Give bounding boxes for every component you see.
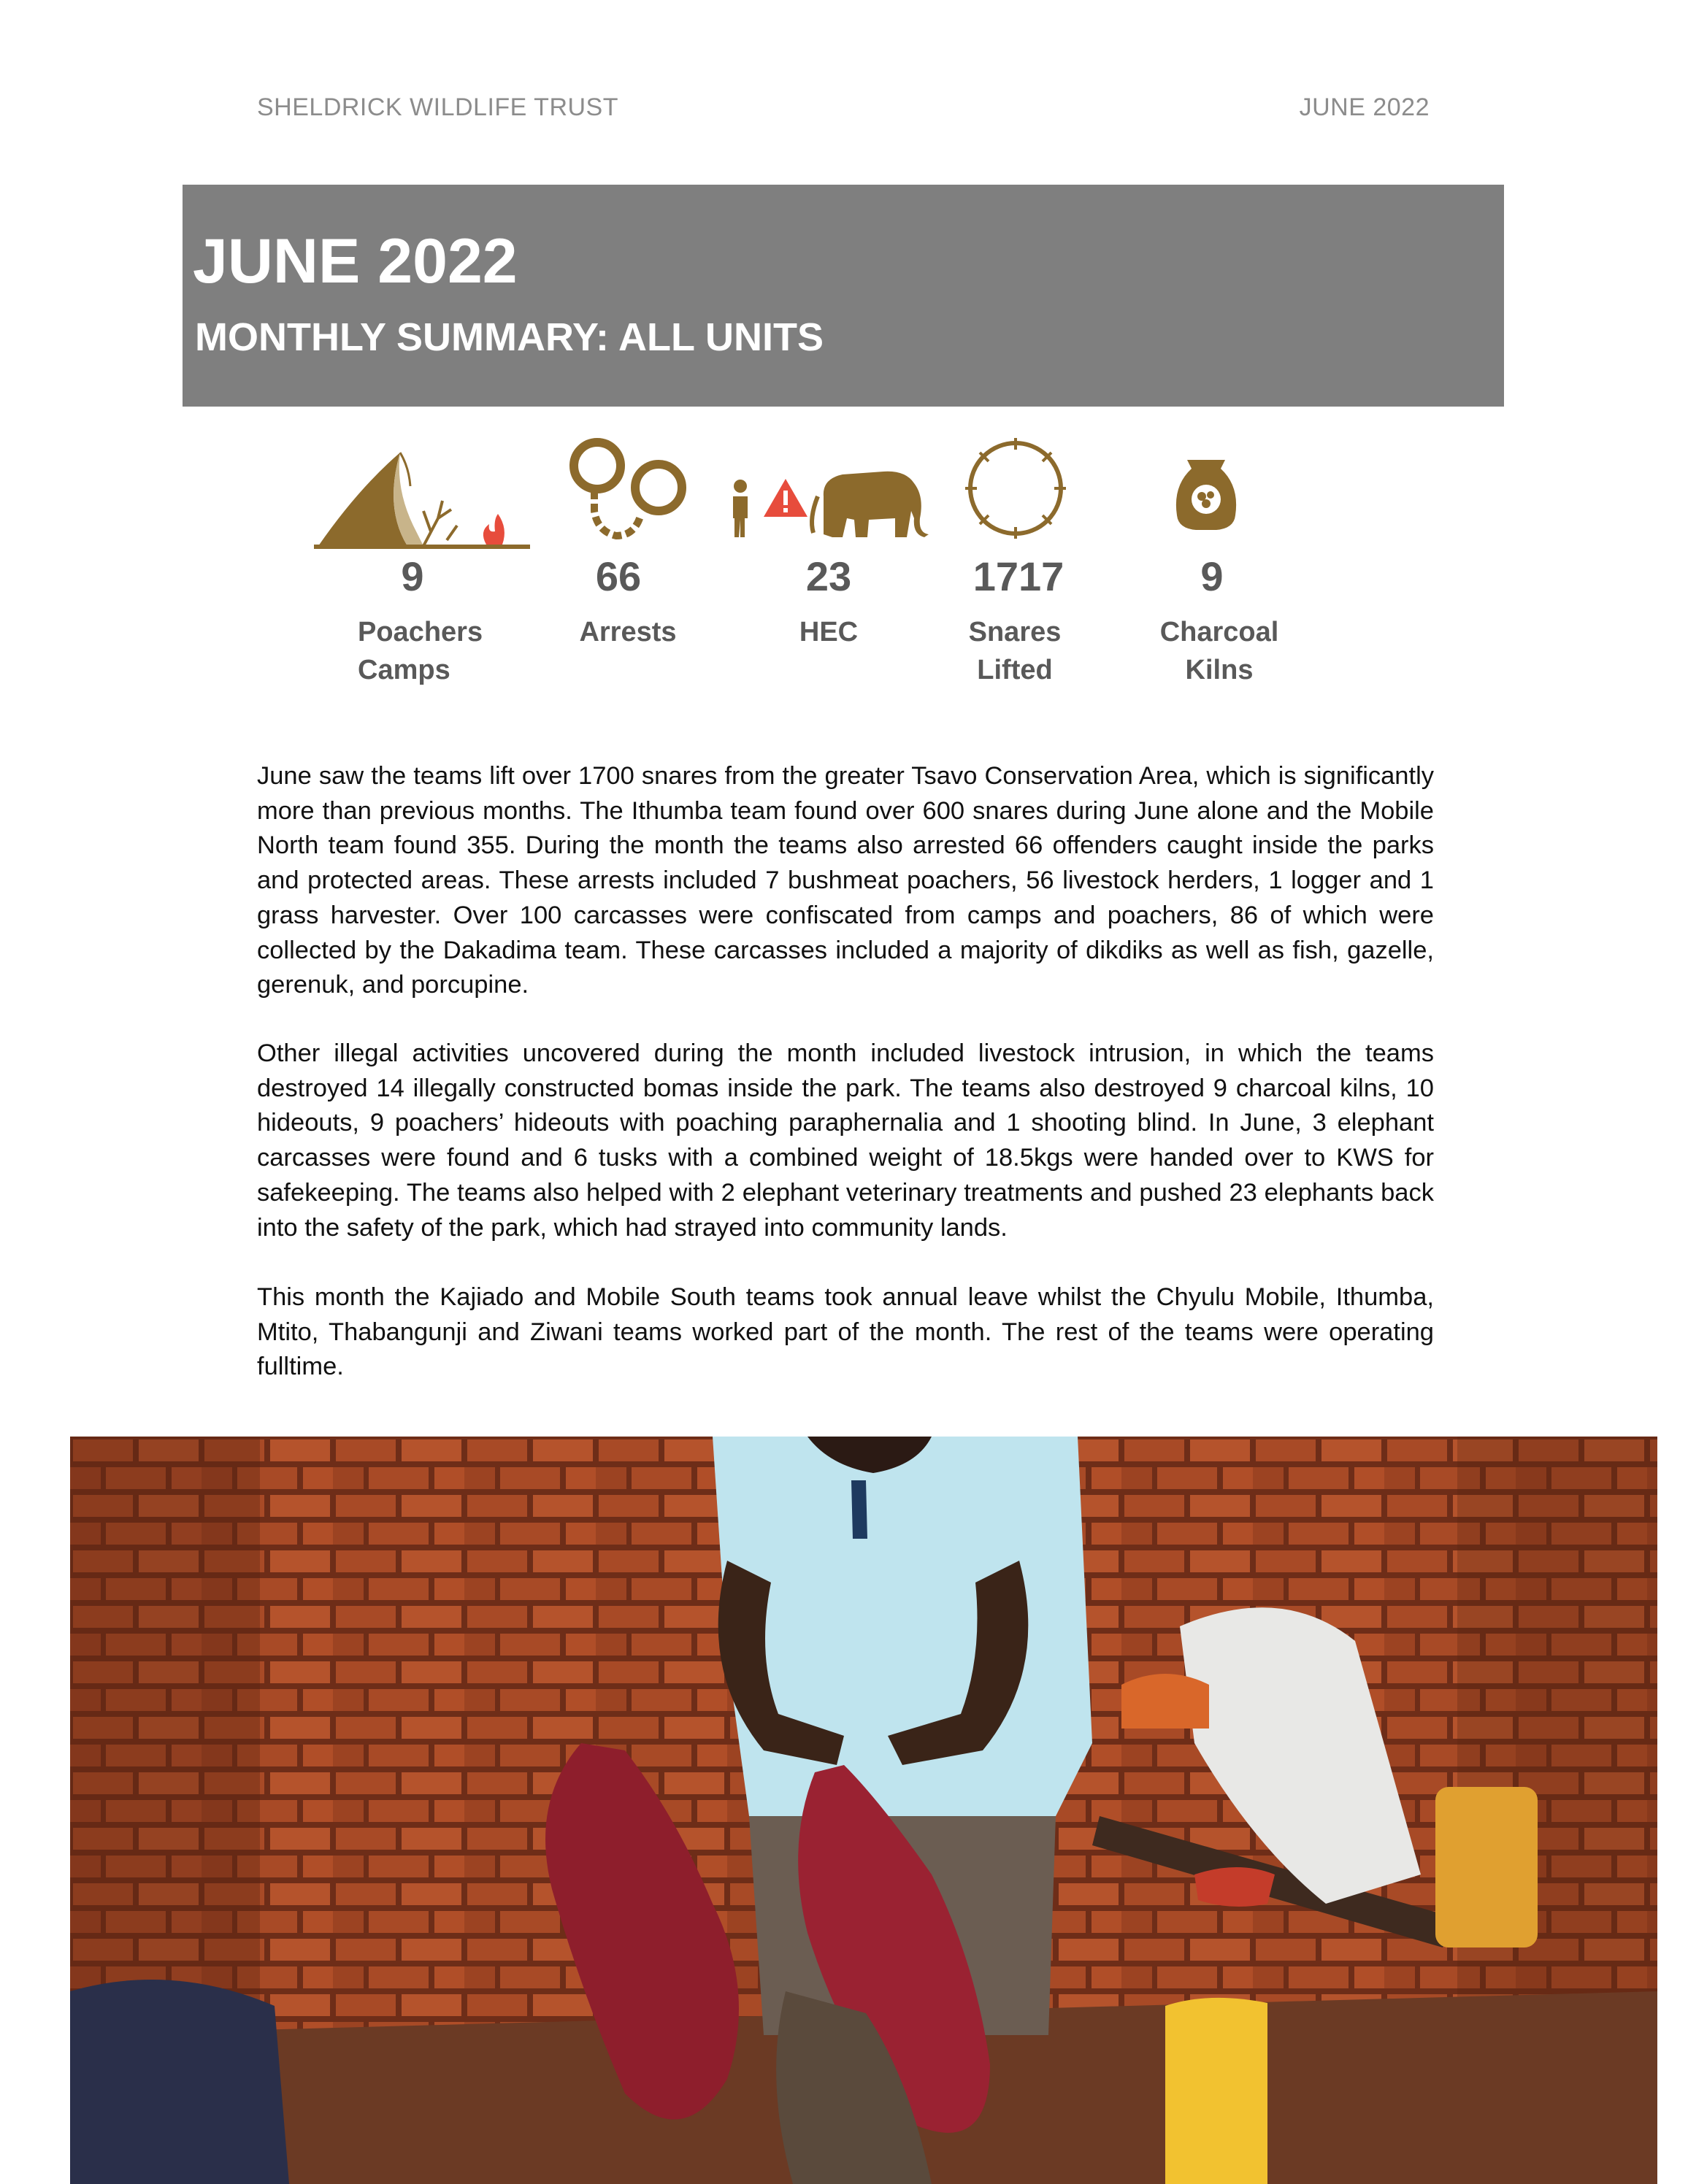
stat-value-poachers-camps: 9 [401,553,424,599]
stat-value-arrests: 66 [595,553,642,599]
confiscated-bushmeat-photo [70,1437,1657,2184]
stat-label-arrests [569,613,686,651]
paragraph-1: June saw the teams lift over 1700 snares from the greater Tsavo Conservation Area, which is significantly more than previous months. The Ithumba team found over 600 snares during June alone and the Mobile North team found 355. During the month the teams also arrested 66 offenders caught inside the parks and protected areas. These arrests included 7 bushmeat poachers, 56 livestock herders, 1 logger and 1 grass harvester. Over 100 carcasses were confiscated from camps and poachers, 86 of which were collected by the Dakadima team. These carcasses included a majority of dikdiks as well as fish, gazelle, gerenuk, and porcupine. [257,762,1434,999]
stat-label-poachers-camps [358,613,504,689]
charcoal-sack-icon [1173,457,1240,531]
stat-label-charcoal-kilns [1154,613,1285,689]
stat-label-line: Lifted [977,655,1053,685]
header-date: JUNE 2022 [1299,93,1430,121]
stat-value-snares: 1717 [972,553,1064,599]
stat-label-line: HEC [799,617,859,647]
banner-subtitle: MONTHLY SUMMARY: ALL UNITS [195,315,824,359]
stat-label-line: Charcoal [1159,617,1279,647]
header-organization: SHELDRICK WILDLIFE TRUST [257,93,619,121]
stat-label-snares [956,613,1073,689]
stat-label-line: Arrests [579,617,677,647]
stat-label-line: Poachers [358,617,483,647]
stat-label-hec [792,613,865,651]
title-banner [183,185,1504,407]
stat-value-hec: 23 [805,553,852,599]
handcuffs-icon [565,435,689,545]
banner-title: JUNE 2022 [193,226,518,296]
snare-wire-icon [962,435,1069,542]
camp-tent-icon [314,438,530,555]
stat-value-charcoal-kilns: 9 [1200,553,1224,599]
paragraph-3: This month the Kajiado and Mobile South teams took annual leave whilst the Chyulu Mobile, Ithumba, Mtito, Thabangunji and Ziwani teams worked part of the month. The rest of the teams were operating fulltime. [257,1283,1434,1381]
stat-label-line: Kilns [1185,655,1254,685]
photo-illustration [70,1437,1657,2184]
human-elephant-conflict-icon [723,438,935,540]
stat-label-line: Camps [358,655,450,685]
stat-label-line: Snares [968,617,1062,647]
paragraph-2: Other illegal activities uncovered during the month included livestock intrusion, in which the teams destroyed 14 illegally constructed bomas inside the park. The teams also destroyed 9 charcoal kilns, 10 hideouts, 9 poachers’ hideouts with poaching paraphernalia and 1 shooting blind. In June, 3 elephant carcasses were found and 6 tusks with a combined weight of 18.5kgs were handed over to KWS for safekeeping. The teams also helped with 2 elephant veterinary treatments and pushed 23 elephants back into the safety of the park, which had strayed into community lands. [257,1039,1434,1242]
